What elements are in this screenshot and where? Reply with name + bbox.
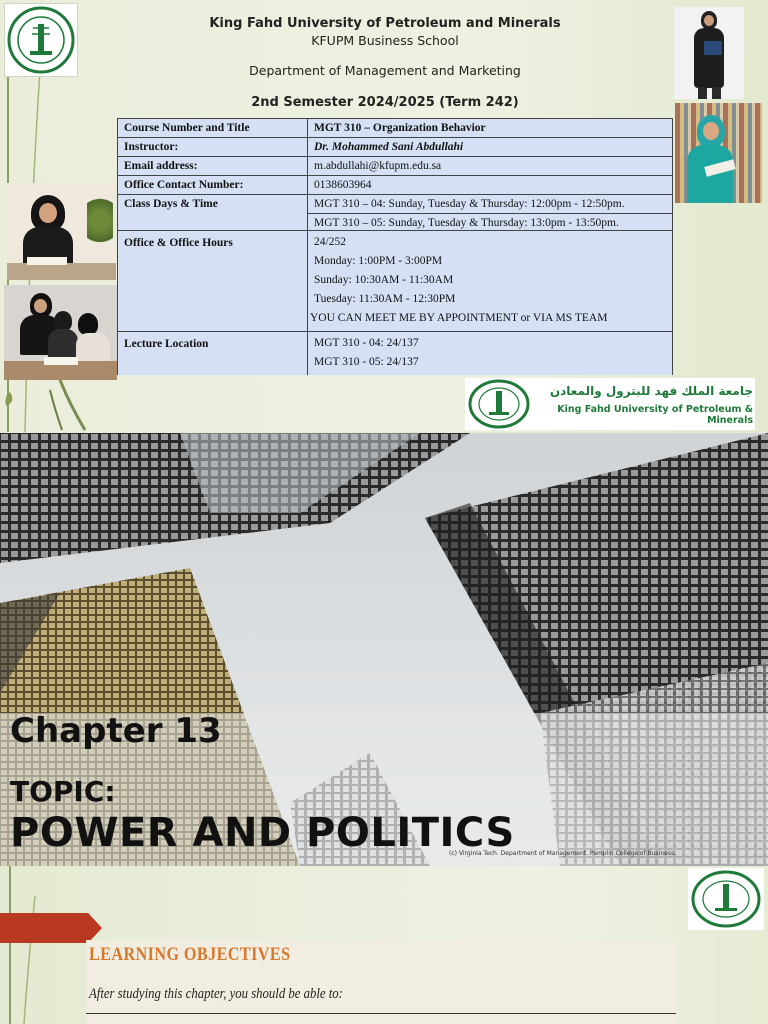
student-photo-reading	[7, 183, 116, 280]
table-row	[118, 195, 673, 231]
chapter-title-slide	[0, 433, 768, 866]
objectives-panel	[86, 940, 676, 1024]
phone-label: Office Contact Number:	[118, 176, 308, 195]
table-row	[118, 138, 673, 157]
decorative-stems	[0, 866, 90, 1024]
topic-title: POWER AND POLITICS	[10, 810, 515, 856]
chapter-number: Chapter 13	[10, 711, 222, 751]
table-row	[118, 157, 673, 176]
divider	[86, 1013, 676, 1014]
course-label: Course Number and Title	[118, 119, 308, 138]
office-label: Office & Office Hours	[118, 231, 308, 332]
table-row	[118, 231, 673, 332]
table-row	[118, 332, 673, 376]
table-row	[118, 119, 673, 138]
class-label: Class Days & Time	[118, 195, 308, 231]
course-value: MGT 310 – Organization Behavior	[308, 119, 673, 138]
course-info-slide	[0, 0, 768, 432]
learning-objectives-slide	[0, 866, 768, 1024]
objectives-subtext: After studying this chapter, you should be able to:	[89, 986, 343, 1002]
topic-label: TOPIC:	[10, 775, 116, 808]
school-name: KFUPM Business School	[311, 33, 459, 48]
phone-value: 0138603964	[308, 176, 673, 195]
course-info-table	[117, 118, 673, 375]
class-line: MGT 310 – 04: Sunday, Tuesday & Thursday: 12:00pm - 12:50pm.	[308, 195, 672, 214]
office-line: 24/252	[314, 236, 346, 248]
kfupm-logo	[4, 3, 78, 77]
lecture-label: Lecture Location	[118, 332, 308, 376]
table-row	[118, 176, 673, 195]
lecture-line: MGT 310 - 05: 24/137	[314, 356, 419, 368]
red-arrow-banner	[0, 913, 102, 943]
class-values	[308, 195, 673, 231]
instructor-value: Dr. Mohammed Sani Abdullahi	[308, 138, 673, 157]
kfupm-logo	[688, 868, 764, 930]
instructor-label: Instructor:	[118, 138, 308, 157]
student-photo-library	[675, 103, 762, 203]
office-line: Monday: 1:00PM - 3:00PM	[314, 255, 443, 267]
semester-label: 2nd Semester 2024/2025 (Term 242)	[251, 95, 519, 110]
logo-arabic-text: جامعة الملك فهد للبترول والمعادن	[549, 384, 753, 398]
office-values	[308, 231, 673, 332]
email-label: Email address:	[118, 157, 308, 176]
office-line: Tuesday: 11:30AM - 12:30PM	[314, 293, 456, 305]
class-line: MGT 310 – 05: Sunday, Tuesday & Thursday: 13:0pm - 13:50pm.	[314, 217, 619, 229]
lecture-values	[308, 332, 673, 376]
copyright-credit: (c) Virginia Tech. Department of Management. Pamplin College of Business.	[449, 850, 676, 857]
lecture-line: MGT 310 - 04: 24/137	[314, 337, 419, 349]
email-value[interactable]: m.abdullahi@kfupm.edu.sa	[308, 157, 673, 176]
department-name: Department of Management and Marketing	[249, 63, 521, 78]
kfupm-seal-icon	[467, 379, 531, 429]
office-line: Sunday: 10:30AM - 11:30AM	[314, 274, 454, 286]
students-group-photo	[4, 285, 117, 380]
logo-english-text: King Fahd University of Petroleum & Minerals	[557, 404, 753, 426]
university-name: King Fahd University of Petroleum and Minerals	[209, 16, 561, 31]
office-line: YOU CAN MEET ME BY APPOINTMENT or VIA MS TEAM	[310, 312, 608, 324]
objectives-heading: LEARNING OBJECTIVES	[89, 944, 291, 965]
kfupm-banner-logo	[465, 378, 755, 430]
student-photo-books	[674, 7, 744, 99]
